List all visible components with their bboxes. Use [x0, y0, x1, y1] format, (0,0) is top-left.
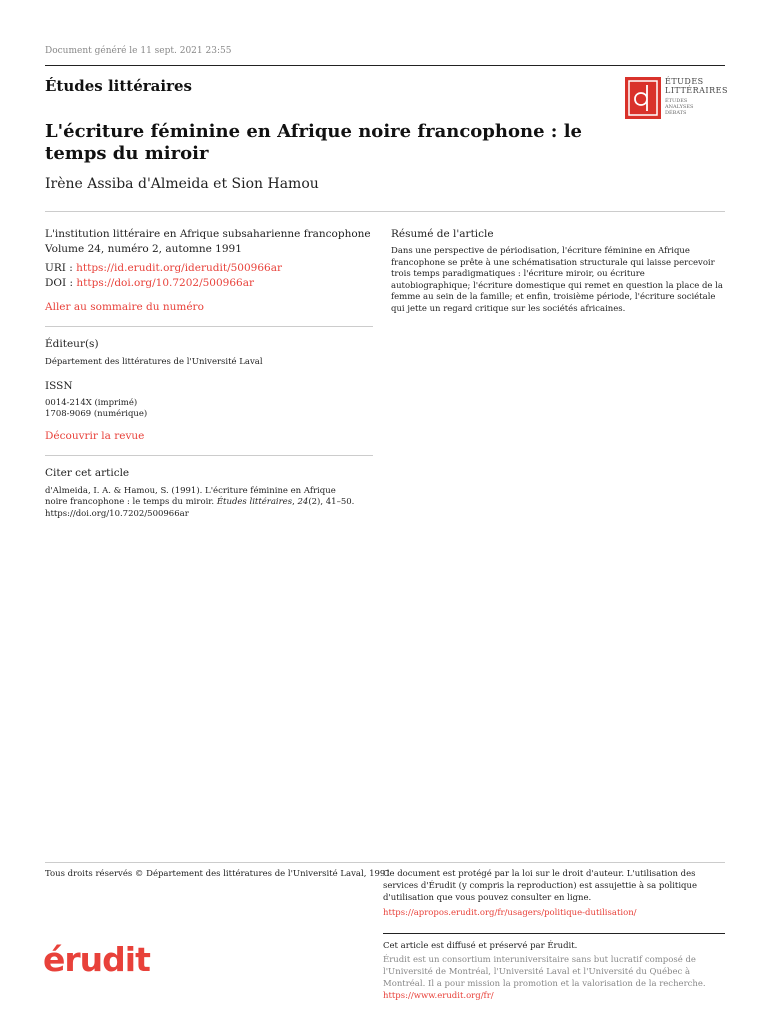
doi-link[interactable]: https://doi.org/10.7202/500966ar: [76, 277, 254, 289]
article-authors: Irène Assiba d'Almeida et Sion Hamou: [45, 176, 319, 192]
header-divider: [45, 211, 725, 212]
diffusion-heading: Cet article est diffusé et préservé par Érudit.: [383, 941, 578, 951]
citation-text: [45, 486, 355, 521]
divider: [45, 455, 373, 456]
diffusion-block: [383, 940, 723, 1002]
footer-divider: [45, 862, 725, 863]
citation-doi: https://doi.org/10.7202/500966ar: [45, 508, 189, 519]
citation-main: d'Almeida, I. A. & Hamou, S. (1991). L'écriture féminine en Afrique noire francophone : le temps du miroir.: [45, 485, 336, 507]
left-column: [45, 227, 375, 520]
abstract-text: Dans une perspective de périodisation, l'écriture féminine en Afrique francophone se prête à une schématisation structurale qui laisse percevoir trois temps paradigmatiques : l'écriture miroir, ou écriture autobiographique; l'écriture domestique qui remet en question la place de la femme au sein de la famille; et enfin, troisième période, l'écriture sociétale qui jette un regard critique sur les sociétés africaines.: [391, 246, 723, 314]
issue-volume: Volume 24, numéro 2, automne 1991: [45, 243, 242, 255]
diffusion-text: Érudit est un consortium interuniversitaire sans but lucratif composé de l'Université de Montréal, l'Université Laval et l'Université du Québec à Montréal. Il a pour mission la promotion et la valorisation de la recherche.: [383, 955, 706, 989]
abstract-section: [391, 227, 726, 315]
publisher-name: Département des littératures de l'Université Laval: [45, 357, 263, 367]
uri-label: URI :: [45, 262, 77, 274]
rights-statement: Tous droits réservés © Département des littératures de l'Université Laval, 1991: [45, 869, 391, 879]
erudit-logo: érudit: [43, 940, 150, 979]
journal-name: Études littéraires: [45, 77, 192, 95]
abstract-heading: Résumé de l'article: [391, 228, 494, 240]
issue-theme: L'institution littéraire en Afrique subsaharienne francophone: [45, 228, 371, 240]
logo-text-1: ÉTUDES: [665, 77, 704, 86]
logo-text-small: ÉTUDES ANALYSES DÉBATS: [665, 98, 694, 116]
discover-journal-link[interactable]: Découvrir la revue: [45, 429, 145, 442]
footer-divider-2: [383, 933, 725, 934]
citation-comma: ,: [292, 497, 298, 507]
erudit-link[interactable]: https://www.erudit.org/fr/: [383, 991, 494, 1001]
generated-date: Document généré le 11 sept. 2021 23:55: [45, 46, 232, 56]
citation-heading: Citer cet article: [45, 466, 130, 479]
doi-line: [45, 276, 375, 291]
uri-line: [45, 261, 375, 276]
issn-heading: ISSN: [45, 379, 73, 392]
issn-print: 0014-214X (imprimé): [45, 397, 138, 408]
top-divider: [45, 65, 725, 66]
citation-pages: (2), 41–50.: [308, 497, 355, 507]
publisher-heading: Éditeur(s): [45, 338, 99, 350]
toc-link[interactable]: Aller au sommaire du numéro: [45, 301, 204, 313]
copyright-text: Ce document est protégé par la loi sur le droit d'auteur. L'utilisation des services d'Érudit (y compris la reproduction) est assujettie à sa politique d'utilisation que vous pouvez consulter en ligne.: [383, 869, 697, 903]
article-title: L'écriture féminine en Afrique noire francophone : le temps du miroir: [45, 121, 582, 164]
uri-link[interactable]: https://id.erudit.org/iderudit/500966ar: [76, 262, 282, 274]
citation-journal: Études littéraires: [216, 497, 293, 507]
copyright-block: [383, 868, 723, 919]
logo-text-2: LITTÉRAIRES: [665, 86, 728, 95]
divider: [45, 326, 373, 327]
citation-volume: 24: [297, 497, 309, 507]
doi-label: DOI :: [45, 277, 77, 289]
journal-logo: [625, 77, 728, 119]
issn-digital: 1708-9069 (numérique): [45, 409, 148, 419]
policy-link[interactable]: https://apropos.erudit.org/fr/usagers/politique-dutilisation/: [383, 908, 637, 918]
